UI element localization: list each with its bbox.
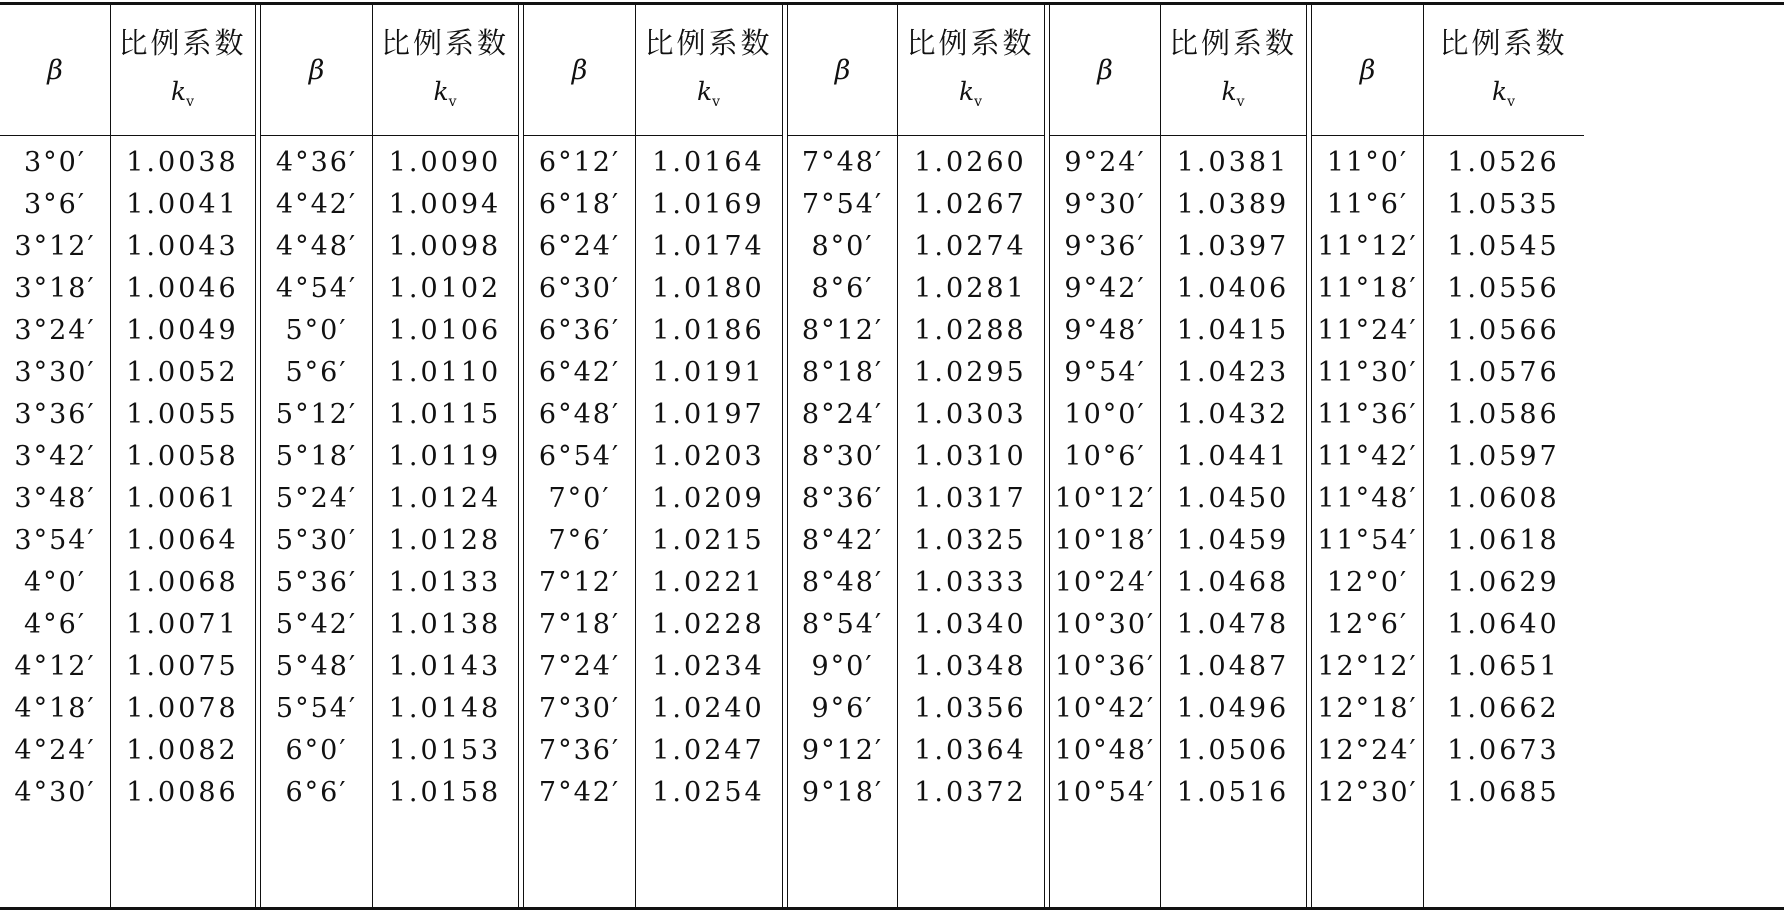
- coefficient-cell: 1.0082: [126, 735, 239, 766]
- beta-cell: 6°24′: [538, 231, 621, 262]
- beta-cell: 6°48′: [538, 399, 621, 430]
- coefficient-cell: 1.0506: [1176, 735, 1290, 766]
- beta-cell: 5°36′: [275, 567, 358, 598]
- coefficient-cell: 1.0254: [652, 777, 765, 808]
- coefficient-cell: 1.0450: [1176, 483, 1290, 514]
- beta-cell: 3°24′: [14, 315, 96, 346]
- coefficient-symbol-subscript: v: [712, 94, 721, 110]
- beta-cell: 5°42′: [275, 609, 358, 640]
- beta-cell: 11°48′: [1317, 483, 1418, 514]
- coefficient-cell: 1.0169: [652, 189, 765, 220]
- coefficient-cell: 1.0673: [1447, 735, 1560, 766]
- beta-cell: 10°54′: [1054, 777, 1156, 808]
- coefficient-cell: 1.0124: [388, 483, 502, 514]
- beta-cell: 6°18′: [538, 189, 621, 220]
- column-group-2: [261, 5, 518, 907]
- coefficient-symbol-k: k: [433, 77, 449, 106]
- beta-cell: 7°12′: [538, 567, 621, 598]
- coefficient-cell: 1.0061: [126, 483, 239, 514]
- column-group-4: [788, 5, 1044, 907]
- coefficient-cell: 1.0576: [1447, 357, 1560, 388]
- coefficient-cell: 1.0415: [1176, 315, 1290, 346]
- beta-cell: 3°54′: [14, 525, 96, 556]
- beta-cell: 10°42′: [1054, 693, 1156, 724]
- header-coefficient-symbol: [1160, 77, 1306, 110]
- coefficient-cell: 1.0240: [652, 693, 765, 724]
- beta-cell: 3°36′: [14, 399, 96, 430]
- beta-cell: 4°0′: [24, 567, 86, 598]
- header-coefficient-label: 比例系数: [1168, 26, 1297, 60]
- coefficient-cell: 1.0186: [652, 315, 765, 346]
- coefficient-cell: 1.0478: [1176, 609, 1290, 640]
- coefficient-cell: 1.0153: [388, 735, 502, 766]
- coefficient-cell: 1.0071: [126, 609, 239, 640]
- coefficient-symbol-k: k: [1491, 77, 1508, 106]
- beta-cell: 8°30′: [801, 441, 884, 472]
- beta-cell: 12°24′: [1317, 735, 1418, 766]
- coefficient-cell: 1.0545: [1447, 231, 1560, 262]
- coefficient-cell: 1.0468: [1176, 567, 1290, 598]
- coefficient-cell: 1.0526: [1447, 147, 1560, 178]
- coefficient-cell: 1.0209: [652, 483, 765, 514]
- beta-cell: 8°18′: [801, 357, 884, 388]
- coefficient-cell: 1.0281: [914, 273, 1027, 304]
- beta-cell: 8°54′: [801, 609, 884, 640]
- header-coefficient-symbol: [897, 77, 1044, 110]
- coefficient-symbol-subscript: v: [448, 94, 457, 110]
- beta-cell: 7°30′: [538, 693, 621, 724]
- coefficient-cell: 1.0228: [652, 609, 765, 640]
- beta-cell: 12°12′: [1317, 651, 1418, 682]
- coefficient-symbol-subscript: v: [1507, 94, 1516, 110]
- coefficient-cell: 1.0143: [388, 651, 502, 682]
- beta-cell: 11°18′: [1317, 273, 1418, 304]
- header-rule: [1050, 135, 1306, 136]
- coefficient-cell: 1.0043: [126, 231, 239, 262]
- header-beta: β: [47, 54, 63, 86]
- coefficient-cell: 1.0317: [914, 483, 1027, 514]
- coefficient-cell: 1.0303: [914, 399, 1027, 430]
- header-rule: [524, 135, 782, 136]
- header-rule: [261, 135, 518, 136]
- beta-cell: 3°0′: [24, 147, 86, 178]
- coefficient-cell: 1.0197: [652, 399, 765, 430]
- beta-cell: 3°42′: [14, 441, 96, 472]
- beta-cell: 10°48′: [1054, 735, 1156, 766]
- beta-cell: 4°30′: [14, 777, 96, 808]
- coefficient-cell: 1.0516: [1176, 777, 1290, 808]
- coefficient-cell: 1.0215: [652, 525, 765, 556]
- beta-cell: 5°12′: [275, 399, 358, 430]
- coefficient-cell: 1.0685: [1447, 777, 1560, 808]
- coefficient-cell: 1.0348: [914, 651, 1027, 682]
- coefficient-symbol-k: k: [1221, 77, 1237, 106]
- coefficient-cell: 1.0381: [1176, 147, 1290, 178]
- coefficient-cell: 1.0094: [388, 189, 502, 220]
- coefficient-cell: 1.0651: [1447, 651, 1560, 682]
- header-coefficient: [635, 5, 782, 135]
- coefficient-cell: 1.0662: [1447, 693, 1560, 724]
- header-beta: β: [834, 54, 851, 86]
- coefficient-cell: 1.0340: [914, 609, 1027, 640]
- coefficient-cell: 1.0556: [1447, 273, 1560, 304]
- column-group-6: [1312, 5, 1584, 907]
- column-group-5: [1050, 5, 1306, 907]
- beta-cell: 12°6′: [1326, 609, 1409, 640]
- beta-cell: 9°48′: [1064, 315, 1146, 346]
- header-beta: β: [571, 54, 588, 86]
- beta-cell: 9°18′: [801, 777, 884, 808]
- coefficient-cell: 1.0260: [914, 147, 1027, 178]
- beta-cell: 6°6′: [285, 777, 348, 808]
- beta-cell: 5°48′: [275, 651, 358, 682]
- header-coefficient: [110, 5, 255, 135]
- coefficient-cell: 1.0274: [914, 231, 1027, 262]
- coefficient-cell: 1.0064: [126, 525, 239, 556]
- coefficient-cell: 1.0046: [126, 273, 239, 304]
- beta-cell: 8°48′: [801, 567, 884, 598]
- header-coefficient: [372, 5, 518, 135]
- beta-cell: 4°36′: [275, 147, 358, 178]
- beta-cell: 8°36′: [801, 483, 884, 514]
- coefficient-cell: 1.0098: [388, 231, 502, 262]
- beta-cell: 7°54′: [801, 189, 884, 220]
- beta-cell: 10°24′: [1054, 567, 1156, 598]
- header-coefficient: [1160, 5, 1306, 135]
- coefficient-cell: 1.0041: [126, 189, 239, 220]
- beta-cell: 4°54′: [275, 273, 358, 304]
- beta-cell: 9°30′: [1064, 189, 1146, 220]
- coefficient-cell: 1.0608: [1447, 483, 1560, 514]
- header-coefficient-label: 比例系数: [380, 26, 509, 60]
- coefficient-cell: 1.0049: [126, 315, 239, 346]
- coefficient-cell: 1.0148: [388, 693, 502, 724]
- beta-cell: 7°0′: [548, 483, 611, 514]
- beta-cell: 6°54′: [538, 441, 621, 472]
- header-rule: [0, 135, 255, 136]
- coefficient-cell: 1.0221: [652, 567, 765, 598]
- beta-cell: 11°24′: [1317, 315, 1418, 346]
- beta-cell: 8°24′: [801, 399, 884, 430]
- column-group-3: [524, 5, 782, 907]
- beta-cell: 11°30′: [1317, 357, 1418, 388]
- header-coefficient-symbol: [110, 77, 255, 110]
- coefficient-cell: 1.0247: [652, 735, 765, 766]
- coefficient-cell: 1.0389: [1176, 189, 1290, 220]
- beta-cell: 10°18′: [1054, 525, 1156, 556]
- header-beta: β: [1097, 54, 1113, 86]
- header-coefficient-label: 比例系数: [906, 26, 1035, 60]
- beta-cell: 4°48′: [275, 231, 358, 262]
- beta-cell: 3°6′: [24, 189, 86, 220]
- coefficient-cell: 1.0267: [914, 189, 1027, 220]
- coefficient-cell: 1.0618: [1447, 525, 1560, 556]
- header-beta: β: [1359, 54, 1376, 86]
- coefficient-cell: 1.0597: [1447, 441, 1560, 472]
- beta-cell: 8°6′: [811, 273, 874, 304]
- coefficient-cell: 1.0325: [914, 525, 1027, 556]
- header-coefficient: [1423, 5, 1584, 135]
- beta-cell: 5°6′: [285, 357, 348, 388]
- coefficient-cell: 1.0128: [388, 525, 502, 556]
- coefficient-cell: 1.0487: [1176, 651, 1290, 682]
- beta-cell: 7°24′: [538, 651, 621, 682]
- coefficient-cell: 1.0566: [1447, 315, 1560, 346]
- beta-cell: 7°6′: [548, 525, 611, 556]
- beta-cell: 5°0′: [285, 315, 348, 346]
- coefficient-cell: 1.0106: [388, 315, 502, 346]
- beta-cell: 12°18′: [1317, 693, 1418, 724]
- coefficient-cell: 1.0075: [126, 651, 239, 682]
- beta-cell: 7°48′: [801, 147, 884, 178]
- beta-cell: 9°6′: [811, 693, 874, 724]
- coefficient-cell: 1.0310: [914, 441, 1027, 472]
- coefficient-cell: 1.0372: [914, 777, 1027, 808]
- beta-cell: 4°42′: [275, 189, 358, 220]
- beta-cell: 11°12′: [1317, 231, 1418, 262]
- coefficient-cell: 1.0288: [914, 315, 1027, 346]
- beta-cell: 5°24′: [275, 483, 358, 514]
- coefficient-cell: 1.0180: [652, 273, 765, 304]
- beta-cell: 10°0′: [1064, 399, 1146, 430]
- coefficient-cell: 1.0138: [388, 609, 502, 640]
- header-rule: [1312, 135, 1584, 136]
- column-group-1: [0, 5, 255, 907]
- coefficient-cell: 1.0110: [388, 357, 502, 388]
- beta-cell: 12°0′: [1326, 567, 1409, 598]
- header-coefficient-symbol: [1423, 77, 1584, 110]
- beta-cell: 5°30′: [275, 525, 358, 556]
- beta-cell: 9°36′: [1064, 231, 1146, 262]
- coefficient-cell: 1.0397: [1176, 231, 1290, 262]
- beta-cell: 9°54′: [1064, 357, 1146, 388]
- beta-cell: 12°30′: [1317, 777, 1418, 808]
- coefficient-symbol-k: k: [170, 77, 187, 106]
- beta-cell: 3°18′: [14, 273, 96, 304]
- beta-cell: 10°12′: [1054, 483, 1156, 514]
- coefficient-cell: 1.0432: [1176, 399, 1290, 430]
- beta-cell: 6°12′: [538, 147, 621, 178]
- beta-cell: 8°42′: [801, 525, 884, 556]
- beta-cell: 10°6′: [1064, 441, 1146, 472]
- coefficient-cell: 1.0441: [1176, 441, 1290, 472]
- coefficient-symbol-subscript: v: [974, 94, 983, 110]
- beta-cell: 4°18′: [14, 693, 96, 724]
- beta-cell: 8°12′: [801, 315, 884, 346]
- coefficient-cell: 1.0174: [652, 231, 765, 262]
- coefficient-cell: 1.0038: [126, 147, 239, 178]
- beta-cell: 9°0′: [811, 651, 874, 682]
- coefficient-cell: 1.0115: [388, 399, 502, 430]
- coefficient-cell: 1.0164: [652, 147, 765, 178]
- beta-cell: 9°12′: [801, 735, 884, 766]
- beta-cell: 11°6′: [1326, 189, 1409, 220]
- coefficient-cell: 1.0055: [126, 399, 239, 430]
- beta-cell: 4°24′: [14, 735, 96, 766]
- coefficient-cell: 1.0068: [126, 567, 239, 598]
- beta-cell: 7°18′: [538, 609, 621, 640]
- table-bottom-rule: [0, 907, 1784, 910]
- beta-cell: 3°12′: [14, 231, 96, 262]
- coefficient-cell: 1.0058: [126, 441, 239, 472]
- beta-cell: 8°0′: [811, 231, 874, 262]
- coefficient-cell: 1.0295: [914, 357, 1027, 388]
- beta-cell: 6°0′: [285, 735, 348, 766]
- beta-cell: 3°48′: [14, 483, 96, 514]
- beta-cell: 5°54′: [275, 693, 358, 724]
- header-coefficient-label: 比例系数: [118, 26, 247, 60]
- coefficient-cell: 1.0535: [1447, 189, 1560, 220]
- beta-cell: 10°30′: [1054, 609, 1156, 640]
- beta-cell: 6°42′: [538, 357, 621, 388]
- header-beta: β: [308, 54, 325, 86]
- coefficient-cell: 1.0629: [1447, 567, 1560, 598]
- coefficient-cell: 1.0086: [126, 777, 239, 808]
- coefficient-symbol-k: k: [958, 77, 975, 106]
- beta-cell: 10°36′: [1054, 651, 1156, 682]
- beta-cell: 4°6′: [24, 609, 86, 640]
- coefficient-cell: 1.0459: [1176, 525, 1290, 556]
- coefficient-cell: 1.0191: [652, 357, 765, 388]
- header-coefficient-label: 比例系数: [644, 26, 773, 60]
- beta-cell: 7°42′: [538, 777, 621, 808]
- header-coefficient-label: 比例系数: [1439, 26, 1568, 60]
- header-rule: [788, 135, 1044, 136]
- coefficient-cell: 1.0133: [388, 567, 502, 598]
- coefficient-cell: 1.0406: [1176, 273, 1290, 304]
- beta-cell: 11°0′: [1326, 147, 1409, 178]
- beta-cell: 11°54′: [1317, 525, 1418, 556]
- coefficient-cell: 1.0052: [126, 357, 239, 388]
- coefficient-cell: 1.0640: [1447, 609, 1560, 640]
- beta-cell: 7°36′: [538, 735, 621, 766]
- coefficient-cell: 1.0234: [652, 651, 765, 682]
- coefficient-cell: 1.0364: [914, 735, 1027, 766]
- beta-cell: 11°36′: [1317, 399, 1418, 430]
- header-coefficient-symbol: [372, 77, 518, 110]
- coefficient-cell: 1.0090: [388, 147, 502, 178]
- coefficient-cell: 1.0356: [914, 693, 1027, 724]
- beta-cell: 9°24′: [1064, 147, 1146, 178]
- coefficient-cell: 1.0119: [388, 441, 502, 472]
- beta-cell: 3°30′: [14, 357, 96, 388]
- coefficient-cell: 1.0496: [1176, 693, 1290, 724]
- header-coefficient-symbol: [635, 77, 782, 110]
- beta-cell: 5°18′: [275, 441, 358, 472]
- coefficient-symbol-subscript: v: [1236, 94, 1245, 110]
- coefficient-cell: 1.0158: [388, 777, 502, 808]
- coefficient-symbol-subscript: v: [186, 94, 195, 110]
- header-coefficient: [897, 5, 1044, 135]
- coefficient-cell: 1.0203: [652, 441, 765, 472]
- coefficient-cell: 1.0423: [1176, 357, 1290, 388]
- coefficient-cell: 1.0586: [1447, 399, 1560, 430]
- coefficient-symbol-k: k: [696, 77, 713, 106]
- beta-cell: 6°36′: [538, 315, 621, 346]
- beta-cell: 6°30′: [538, 273, 621, 304]
- beta-cell: 9°42′: [1064, 273, 1146, 304]
- coefficient-cell: 1.0078: [126, 693, 239, 724]
- coefficient-cell: 1.0102: [388, 273, 502, 304]
- coefficient-cell: 1.0333: [914, 567, 1027, 598]
- beta-cell: 4°12′: [14, 651, 96, 682]
- beta-cell: 11°42′: [1317, 441, 1418, 472]
